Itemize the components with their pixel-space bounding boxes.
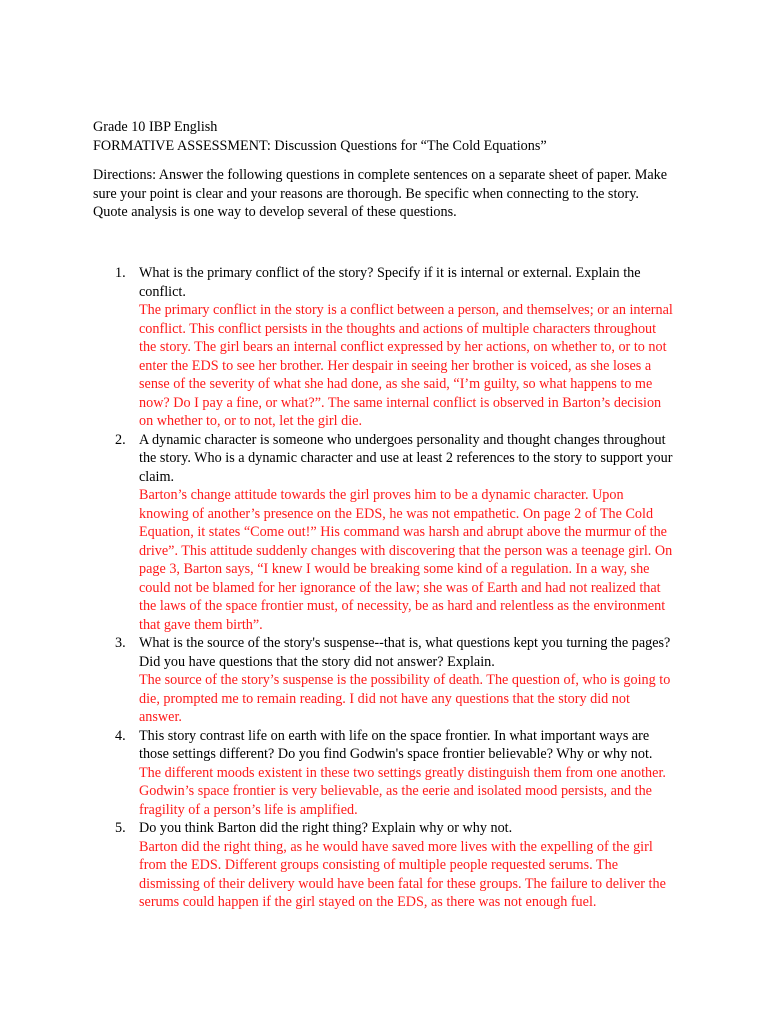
question-text-line: Did you have questions that the story did not answer? Explain. <box>139 653 495 670</box>
question-text-line: claim. <box>139 468 175 485</box>
question-text-line: What is the primary conflict of the story? Specify if it is internal or external. Explain the <box>139 265 641 281</box>
directions-line: Directions: Answer the following questions in complete sentences on a separate sheet of paper. Make <box>93 167 668 183</box>
answer-text-line: on whether to, or to not, let the girl die. <box>139 413 363 429</box>
answer-text-line: that gave them birth”. <box>139 616 263 633</box>
question-text-line: Do you think Barton did the right thing? Explain why or why not. <box>139 820 513 836</box>
answer-text-line: answer. <box>139 709 182 725</box>
question-item-5 <box>0 819 768 912</box>
directions-line: sure your point is clear and your reasons are thorough. Be specific when connecting to the story. <box>93 185 639 202</box>
question-item-1 <box>0 264 768 431</box>
answer-text-line: The source of the story’s suspense is the possibility of death. The question of, who is going to <box>139 672 671 688</box>
answer-text-line: Barton’s change attitude towards the girl proves him to be a dynamic character. Upon <box>139 487 624 503</box>
answer-text-line: sense of the severity of what she had done, as she said, “I’m guilty, so what happens to me <box>139 376 653 392</box>
answer-text-line: page 3, Barton says, “I knew I would be breaking some kind of a regulation. In a way, she <box>139 561 650 577</box>
question-text-line: A dynamic character is someone who undergoes personality and thought changes throughout <box>139 431 666 448</box>
directions <box>93 166 693 222</box>
question-number: 2. <box>115 431 126 448</box>
answer-text-line: The primary conflict in the story is a conflict between a person, and themselves; or an internal <box>139 302 673 318</box>
answer-text-line: Equation, it states “Come out!” His command was harsh and abrupt above the murmur of the <box>139 524 667 540</box>
question-item-4 <box>0 727 768 820</box>
question-text-line: the story. Who is a dynamic character and use at least 2 references to the story to support your <box>139 450 673 466</box>
answer-text-line: now? Do I pay a fine, or what?”. The same internal conflict is observed in Barton’s decision <box>139 394 662 411</box>
directions-line: Quote analysis is one way to develop several of these questions. <box>93 204 457 220</box>
question-number: 5. <box>115 820 126 836</box>
assessment-title: FORMATIVE ASSESSMENT: Discussion Questions for “The Cold Equations” <box>93 137 547 154</box>
answer-text-line: conflict. This conflict persists in the thoughts and actions of multiple characters throughout <box>139 320 657 337</box>
answer-text-line: serums could happen if the girl stayed on the EDS, as there was not enough fuel. <box>139 894 597 910</box>
question-list <box>0 264 768 912</box>
answer-text-line: the laws of the space frontier must, of necessity, be as hard and relentless as the environment <box>139 598 666 614</box>
question-text-line: conflict. <box>139 283 186 300</box>
answer-text-line: drive”. This attitude suddenly changes with discovering that the person was a teenage girl. On <box>139 542 673 559</box>
answer-text-line: The different moods existent in these two settings greatly distinguish them from one another. <box>139 764 666 781</box>
question-text-line: What is the source of the story's suspense--that is, what questions kept you turning the pages? <box>139 635 671 651</box>
question-item-2 <box>0 431 768 635</box>
answer-text-line: Godwin’s space frontier is very believable, as the eerie and isolated mood persists, and the <box>139 783 652 799</box>
document-header <box>93 118 693 155</box>
answer-text-line: knowing of another’s presence on the EDS, he was not empathetic. On page 2 of The Cold <box>139 505 654 522</box>
course-title: Grade 10 IBP English <box>93 119 218 135</box>
question-item-3 <box>0 634 768 727</box>
question-text-line: This story contrast life on earth with life on the space frontier. In what important ways are <box>139 727 650 744</box>
question-number: 1. <box>115 265 126 281</box>
answer-text-line: could not be blamed for her ignorance of the law; she was of Earth and had not realized that <box>139 579 661 596</box>
answer-text-line: Barton did the right thing, as he would have saved more lives with the expelling of the girl <box>139 838 653 855</box>
answer-text-line: fragility of a person’s life is amplified. <box>139 801 358 818</box>
answer-text-line: dismissing of their delivery would have been fatal for these groups. The failure to deliver the <box>139 875 666 892</box>
answer-text-line: die, prompted me to remain reading. I did not have any questions that the story did not <box>139 690 630 707</box>
answer-text-line: from the EDS. Different groups consisting of multiple people requested serums. The <box>139 857 618 873</box>
question-number: 4. <box>115 727 126 744</box>
answer-text-line: the story. The girl bears an internal conflict expressed by her actions, on whether to, or to not <box>139 339 667 355</box>
question-number: 3. <box>115 635 126 651</box>
answer-text-line: enter the EDS to see her brother. Her despair in seeing her brother is voiced, as she loses a <box>139 357 652 374</box>
question-text-line: those settings different? Do you find Godwin's space frontier believable? Why or why not. <box>139 746 653 762</box>
